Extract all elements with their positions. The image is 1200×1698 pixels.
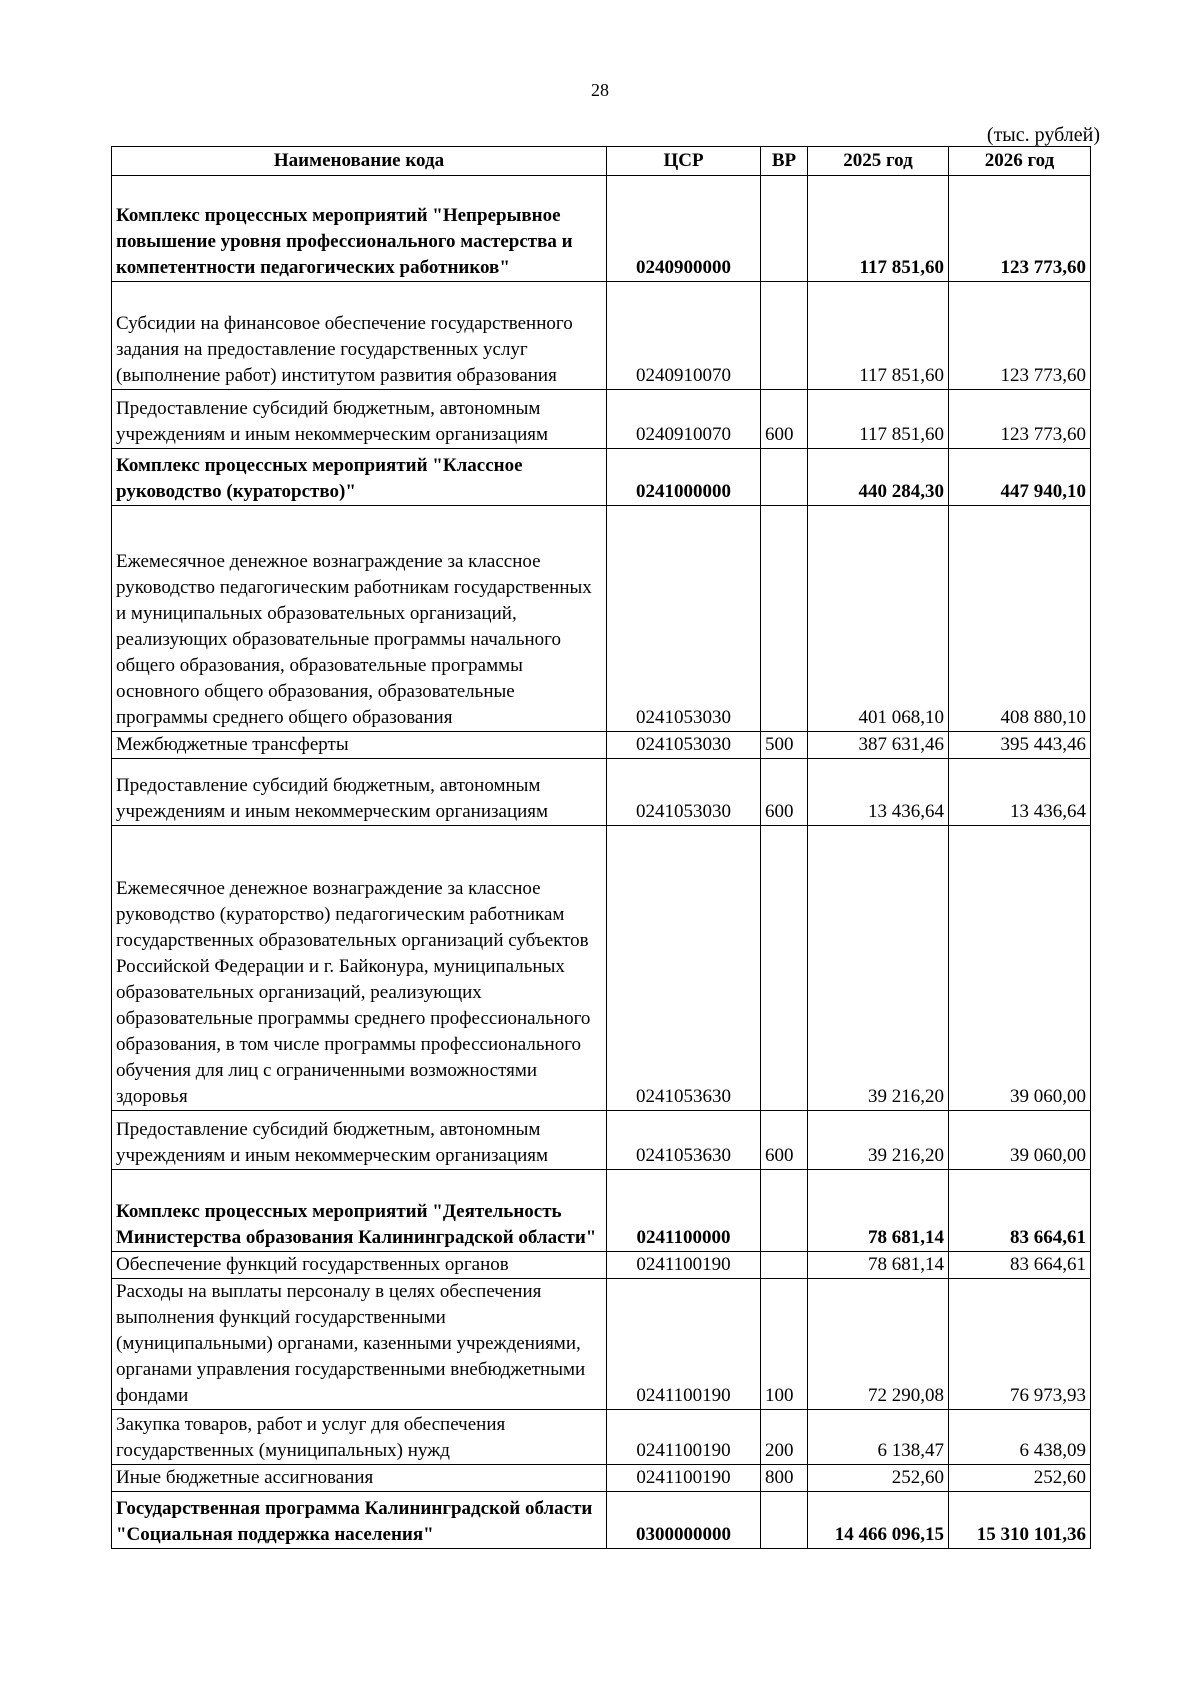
- row-2025: 6 138,47: [808, 1410, 949, 1465]
- row-csr: 0240910070: [607, 390, 761, 449]
- row-vr: 600: [761, 390, 808, 449]
- row-csr: 0241100190: [607, 1465, 761, 1492]
- row-csr: 0241000000: [607, 449, 761, 506]
- table-row: [112, 1252, 1091, 1279]
- table-row: [112, 1279, 1091, 1410]
- row-name: Предоставление субсидий бюджетным, автономным учреждениям и иным некоммерческим организациям: [112, 1111, 607, 1170]
- row-name: Субсидии на финансовое обеспечение государственного задания на предоставление государственных услуг (выполнение работ) институтом развития образования: [112, 282, 607, 390]
- row-2025: 387 631,46: [808, 732, 949, 759]
- table-row: [112, 1111, 1091, 1170]
- row-name: Предоставление субсидий бюджетным, автономным учреждениям и иным некоммерческим организациям: [112, 759, 607, 826]
- table-row: [112, 390, 1091, 449]
- row-vr: [761, 449, 808, 506]
- row-2025: 440 284,30: [808, 449, 949, 506]
- row-2026: 408 880,10: [949, 506, 1091, 732]
- table-row: [112, 1492, 1091, 1549]
- row-name: Обеспечение функций государственных органов: [112, 1252, 607, 1279]
- row-2026: 83 664,61: [949, 1170, 1091, 1252]
- table-row: [112, 449, 1091, 506]
- row-2025: 117 851,60: [808, 390, 949, 449]
- table-row: [112, 282, 1091, 390]
- row-2025: 252,60: [808, 1465, 949, 1492]
- table-row: [112, 759, 1091, 826]
- row-vr: [761, 506, 808, 732]
- row-2025: 39 216,20: [808, 1111, 949, 1170]
- row-2026: 6 438,09: [949, 1410, 1091, 1465]
- units-label: (тыс. рублей): [986, 124, 1100, 146]
- header-2025: 2025 год: [808, 147, 949, 176]
- row-csr: 0241053630: [607, 1111, 761, 1170]
- row-name: Иные бюджетные ассигнования: [112, 1465, 607, 1492]
- row-2026: 15 310 101,36: [949, 1492, 1091, 1549]
- row-2026: 39 060,00: [949, 1111, 1091, 1170]
- row-vr: [761, 176, 808, 282]
- table-row: [112, 1410, 1091, 1465]
- table-row: [112, 176, 1091, 282]
- table-row: [112, 1170, 1091, 1252]
- row-csr: 0240900000: [607, 176, 761, 282]
- row-2026: 252,60: [949, 1465, 1091, 1492]
- table-row: [112, 732, 1091, 759]
- header-2026: 2026 год: [949, 147, 1091, 176]
- row-csr: 0241053630: [607, 826, 761, 1111]
- row-name: Расходы на выплаты персоналу в целях обеспечения выполнения функций государственными (муниципальными) органами, казенными учреждениями, органами управления государственными внебюджетными фондами: [112, 1279, 607, 1410]
- row-csr: 0241053030: [607, 506, 761, 732]
- row-csr: 0241100190: [607, 1279, 761, 1410]
- row-csr: 0241100190: [607, 1410, 761, 1465]
- row-csr: 0241100000: [607, 1170, 761, 1252]
- header-vr: ВР: [761, 147, 808, 176]
- row-2026: 83 664,61: [949, 1252, 1091, 1279]
- row-csr: 0240910070: [607, 282, 761, 390]
- row-2026: 13 436,64: [949, 759, 1091, 826]
- row-vr: [761, 1492, 808, 1549]
- row-vr: 500: [761, 732, 808, 759]
- row-2025: 117 851,60: [808, 282, 949, 390]
- row-vr: 100: [761, 1279, 808, 1410]
- row-name: Предоставление субсидий бюджетным, автономным учреждениям и иным некоммерческим организациям: [112, 390, 607, 449]
- row-vr: [761, 1170, 808, 1252]
- row-2026: 123 773,60: [949, 282, 1091, 390]
- row-name: Ежемесячное денежное вознаграждение за классное руководство педагогическим работникам государственных и муниципальных образовательных организаций, реализующих образовательные программы начального общего образования, образовательные программы основного общего образования, образовательные программы среднего общего образования: [112, 506, 607, 732]
- row-vr: 600: [761, 759, 808, 826]
- row-name: Государственная программа Калининградской области "Социальная поддержка населения": [112, 1492, 607, 1549]
- row-csr: 0241053030: [607, 759, 761, 826]
- row-2025: 401 068,10: [808, 506, 949, 732]
- row-vr: [761, 1252, 808, 1279]
- row-name: Комплекс процессных мероприятий "Непрерывное повышение уровня профессионального мастерства и компетентности педагогических работников": [112, 176, 607, 282]
- row-vr: [761, 282, 808, 390]
- row-vr: 600: [761, 1111, 808, 1170]
- row-name: Закупка товаров, работ и услуг для обеспечения государственных (муниципальных) нужд: [112, 1410, 607, 1465]
- row-name: Комплекс процессных мероприятий "Классное руководство (кураторство)": [112, 449, 607, 506]
- row-2025: 72 290,08: [808, 1279, 949, 1410]
- header-name: Наименование кода: [112, 147, 607, 176]
- row-2025: 14 466 096,15: [808, 1492, 949, 1549]
- row-name: Комплекс процессных мероприятий "Деятельность Министерства образования Калининградской области": [112, 1170, 607, 1252]
- row-2026: 76 973,93: [949, 1279, 1091, 1410]
- row-csr: 0300000000: [607, 1492, 761, 1549]
- row-2026: 39 060,00: [949, 826, 1091, 1111]
- row-2026: 447 940,10: [949, 449, 1091, 506]
- row-2026: 123 773,60: [949, 390, 1091, 449]
- row-2025: 13 436,64: [808, 759, 949, 826]
- table-header-row: [112, 147, 1091, 176]
- row-2025: 39 216,20: [808, 826, 949, 1111]
- row-2025: 78 681,14: [808, 1170, 949, 1252]
- row-2025: 78 681,14: [808, 1252, 949, 1279]
- header-csr: ЦСР: [607, 147, 761, 176]
- row-vr: 200: [761, 1410, 808, 1465]
- budget-table: [111, 146, 1091, 1549]
- row-name: Межбюджетные трансферты: [112, 732, 607, 759]
- page-number: 28: [591, 80, 609, 100]
- row-vr: [761, 826, 808, 1111]
- table-row: [112, 826, 1091, 1111]
- row-csr: 0241100190: [607, 1252, 761, 1279]
- table-row: [112, 506, 1091, 732]
- row-name: Ежемесячное денежное вознаграждение за классное руководство (кураторство) педагогическим работникам государственных образовательных организаций субъектов Российской Федерации и г. Байконура, муниципальных образовательных организаций, реализующих образовательные программы среднего профессионального образования, в том числе программы профессионального обучения для лиц с ограниченными возможностями здоровья: [112, 826, 607, 1111]
- row-2025: 117 851,60: [808, 176, 949, 282]
- table-row: [112, 1465, 1091, 1492]
- row-2026: 123 773,60: [949, 176, 1091, 282]
- row-2026: 395 443,46: [949, 732, 1091, 759]
- row-csr: 0241053030: [607, 732, 761, 759]
- row-vr: 800: [761, 1465, 808, 1492]
